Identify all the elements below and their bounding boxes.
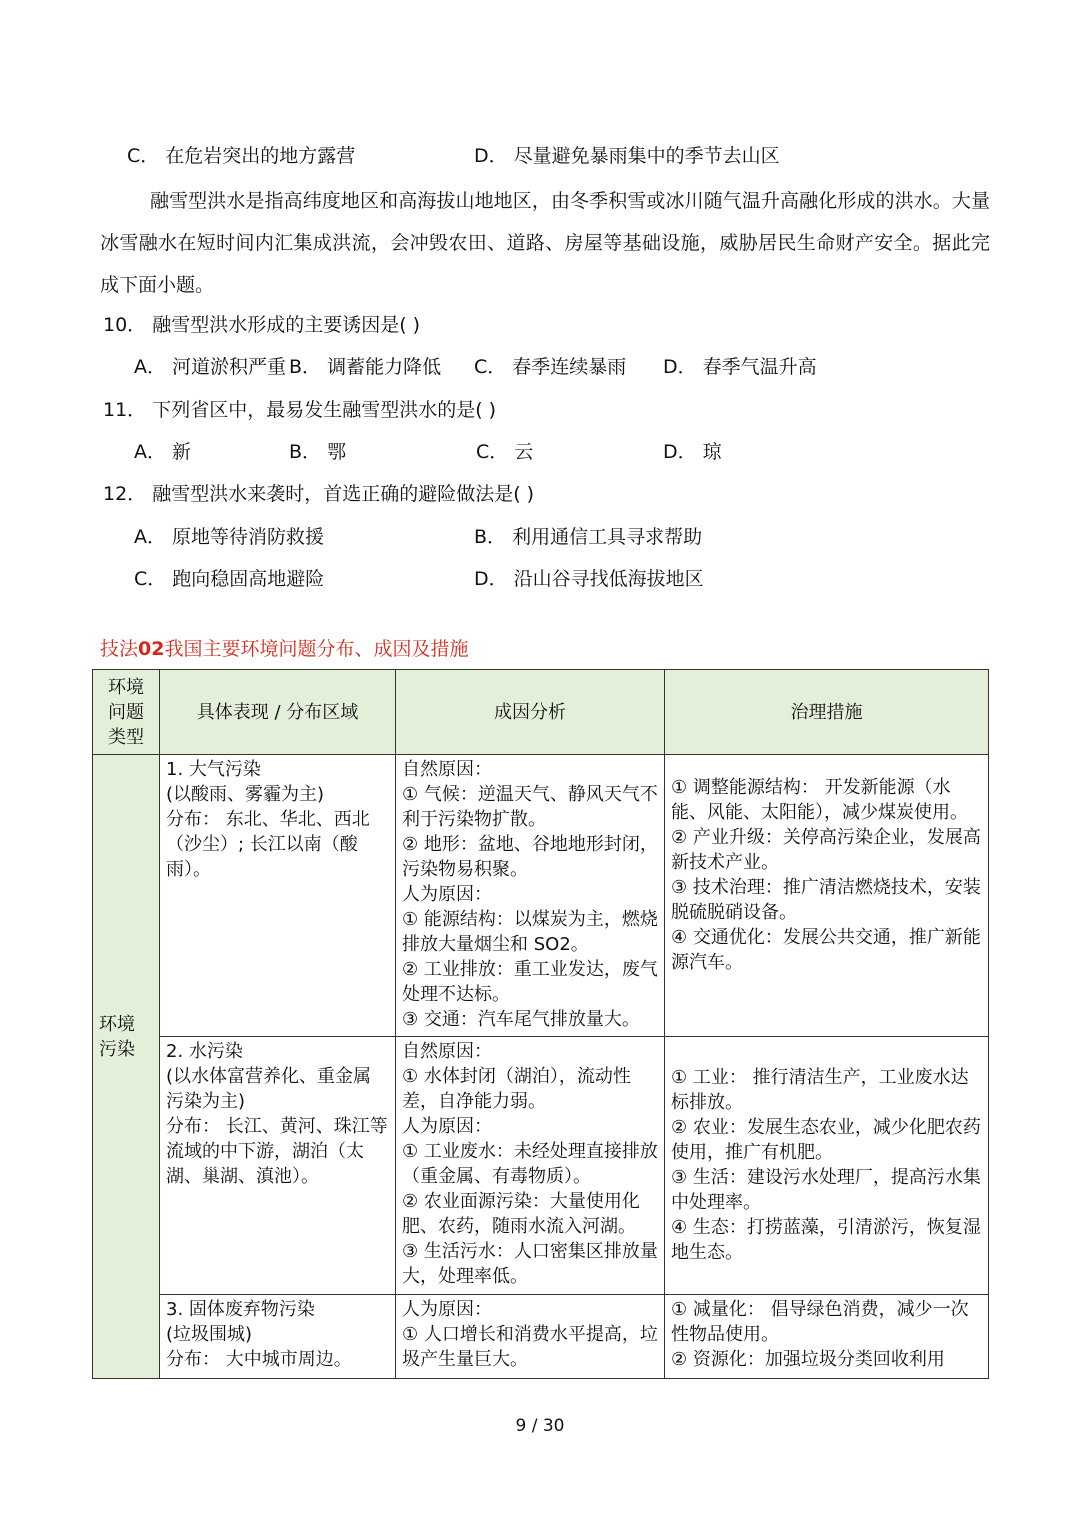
passage: 融雪型洪水是指高纬度地区和高海拔山地地区，由冬季积雪或冰川随气温升高融化形成的洪水。大量冰雪融水在短时间内汇集成洪流，会冲毁农田、道路、房屋等基础设施，威胁居民生命财产安全。据此完成下面小题。 <box>100 190 990 296</box>
header-expression: 具体表现 / 分布区域 <box>160 670 396 755</box>
cause-line: ① 气候：逆温天气、静风天气不利于污染物扩散。 <box>402 784 658 830</box>
cause-line: 自然原因： <box>402 1041 492 1062</box>
measure-line: ② 农业：发展生态农业，减少化肥农药使用，推广有机肥。 <box>671 1117 981 1163</box>
question-11-stem: 11． 下列省区中，最易发生融雪型洪水的是( ) <box>103 399 497 421</box>
row-title: 3. 固体废弃物污染 <box>166 1299 315 1320</box>
cause-line: ① 水体封闭（湖泊），流动性差，自净能力弱。 <box>402 1066 631 1112</box>
cause-line: ① 人口增长和消费水平提高，垃圾产生量巨大。 <box>402 1324 658 1370</box>
measure-line: ② 资源化：加强垃圾分类回收利用 <box>671 1349 945 1370</box>
expression-cell <box>160 1037 396 1295</box>
question-12-stem: 12． 融雪型洪水来袭时，首选正确的避险做法是( ) <box>103 483 535 505</box>
section-number: 02 <box>138 638 165 660</box>
row-title: 1. 大气污染 <box>166 759 261 780</box>
measure-line: ③ 技术治理：推广清洁燃烧技术，安装脱硫脱硝设备。 <box>671 877 981 923</box>
row-subtitle: (以水体富营养化、重金属污染为主) <box>166 1066 372 1112</box>
measure-line: ① 减量化： 倡导绿色消费，减少一次性物品使用。 <box>671 1299 969 1345</box>
table-row <box>93 1037 989 1295</box>
measure-line: ④ 生态：打捞蓝藻，引清淤污，恢复湿地生态。 <box>671 1217 981 1263</box>
group-label-cell <box>93 755 160 1379</box>
row-subtitle: (以酸雨、雾霾为主) <box>166 784 325 805</box>
measure-line: ④ 交通优化：发展公共交通，推广新能源汽车。 <box>671 927 981 973</box>
question-11-option-c: C． 云 <box>476 441 534 463</box>
measures-cell <box>665 1037 989 1295</box>
table-header-row <box>93 670 989 755</box>
table-row <box>93 1295 989 1379</box>
question-12-option-d: D． 沿山谷寻找低海拔地区 <box>474 568 704 590</box>
row-distribution: 分布： 东北、华北、西北（沙尘）; 长江以南（酸雨）。 <box>166 809 370 880</box>
causes-cell <box>396 1295 665 1379</box>
group-label: 环境污染 <box>99 1013 135 1060</box>
cause-line: ② 农业面源污染：大量使用化肥、农药，随雨水流入河湖。 <box>402 1191 640 1237</box>
measures-cell <box>665 755 989 1037</box>
measure-line: ① 工业： 推行清洁生产，工业废水达标排放。 <box>671 1067 969 1113</box>
header-causes: 成因分析 <box>396 670 665 755</box>
measure-line: ③ 生活：建设污水处理厂，提高污水集中处理率。 <box>671 1167 981 1213</box>
question-10-stem: 10． 融雪型洪水形成的主要诱因是( ) <box>103 314 421 336</box>
question-12-option-a: A． 原地等待消防救援 <box>134 526 325 548</box>
cause-line: ③ 交通：汽车尾气排放量大。 <box>402 1009 640 1030</box>
section-prefix: 技法 <box>100 638 139 660</box>
row-subtitle: (垃圾围城) <box>166 1324 253 1345</box>
cause-line: 人为原因： <box>402 1299 492 1320</box>
question-10-option-b: B． 调蓄能力降低 <box>289 356 442 378</box>
cause-line: ③ 生活污水：人口密集区排放量大，处理率低。 <box>402 1241 658 1287</box>
question-12-option-c: C． 跑向稳固高地避险 <box>134 568 325 590</box>
cause-line: ① 工业废水：未经处理直接排放（重金属、有毒物质）。 <box>402 1141 658 1187</box>
question-11-option-d: D． 琼 <box>663 441 722 463</box>
causes-cell <box>396 755 665 1037</box>
environment-problems-table <box>92 669 989 1379</box>
question-10-option-a: A． 河道淤积严重 <box>134 356 287 378</box>
row-distribution: 分布： 长江、黄河、珠江等流域的中下游，湖泊（太湖、巢湖、滇池）。 <box>166 1116 388 1187</box>
page-number: 9 / 30 <box>515 1416 565 1436</box>
question-10-option-c: C． 春季连续暴雨 <box>474 356 627 378</box>
cause-line: ① 能源结构：以煤炭为主，燃烧排放大量烟尘和 SO2。 <box>402 909 658 955</box>
cause-line: 人为原因： <box>402 884 492 905</box>
cause-line: 人为原因： <box>402 1116 492 1137</box>
cause-line: ② 地形：盆地、谷地地形封闭，污染物易积聚。 <box>402 834 658 880</box>
row-title: 2. 水污染 <box>166 1041 243 1062</box>
section-title: 我国主要环境问题分布、成因及措施 <box>164 638 469 660</box>
question-11-option-a: A． 新 <box>134 441 192 463</box>
section-heading <box>100 634 468 661</box>
measure-line: ① 调整能源结构： 开发新能源（水能、风能、太阳能），减少煤炭使用。 <box>671 777 968 823</box>
cause-line: ② 工业排放：重工业发达，废气处理不达标。 <box>402 959 658 1005</box>
question-12-option-b: B． 利用通信工具寻求帮助 <box>474 526 703 548</box>
table-row <box>93 755 989 1037</box>
q9-option-d: D． 尽量避免暴雨集中的季节去山区 <box>474 145 780 167</box>
row-distribution: 分布： 大中城市周边。 <box>166 1349 352 1370</box>
cause-line: 自然原因： <box>402 759 492 780</box>
header-measures: 治理措施 <box>665 670 989 755</box>
question-11-option-b: B． 鄂 <box>289 441 347 463</box>
header-type: 环境问题类型 <box>93 670 160 755</box>
expression-cell <box>160 755 396 1037</box>
q9-option-c: C． 在危岩突出的地方露营 <box>127 145 356 167</box>
question-10-option-d: D． 春季气温升高 <box>663 356 817 378</box>
measures-cell <box>665 1295 989 1379</box>
expression-cell <box>160 1295 396 1379</box>
causes-cell <box>396 1037 665 1295</box>
measure-line: ② 产业升级：关停高污染企业，发展高新技术产业。 <box>671 827 981 873</box>
